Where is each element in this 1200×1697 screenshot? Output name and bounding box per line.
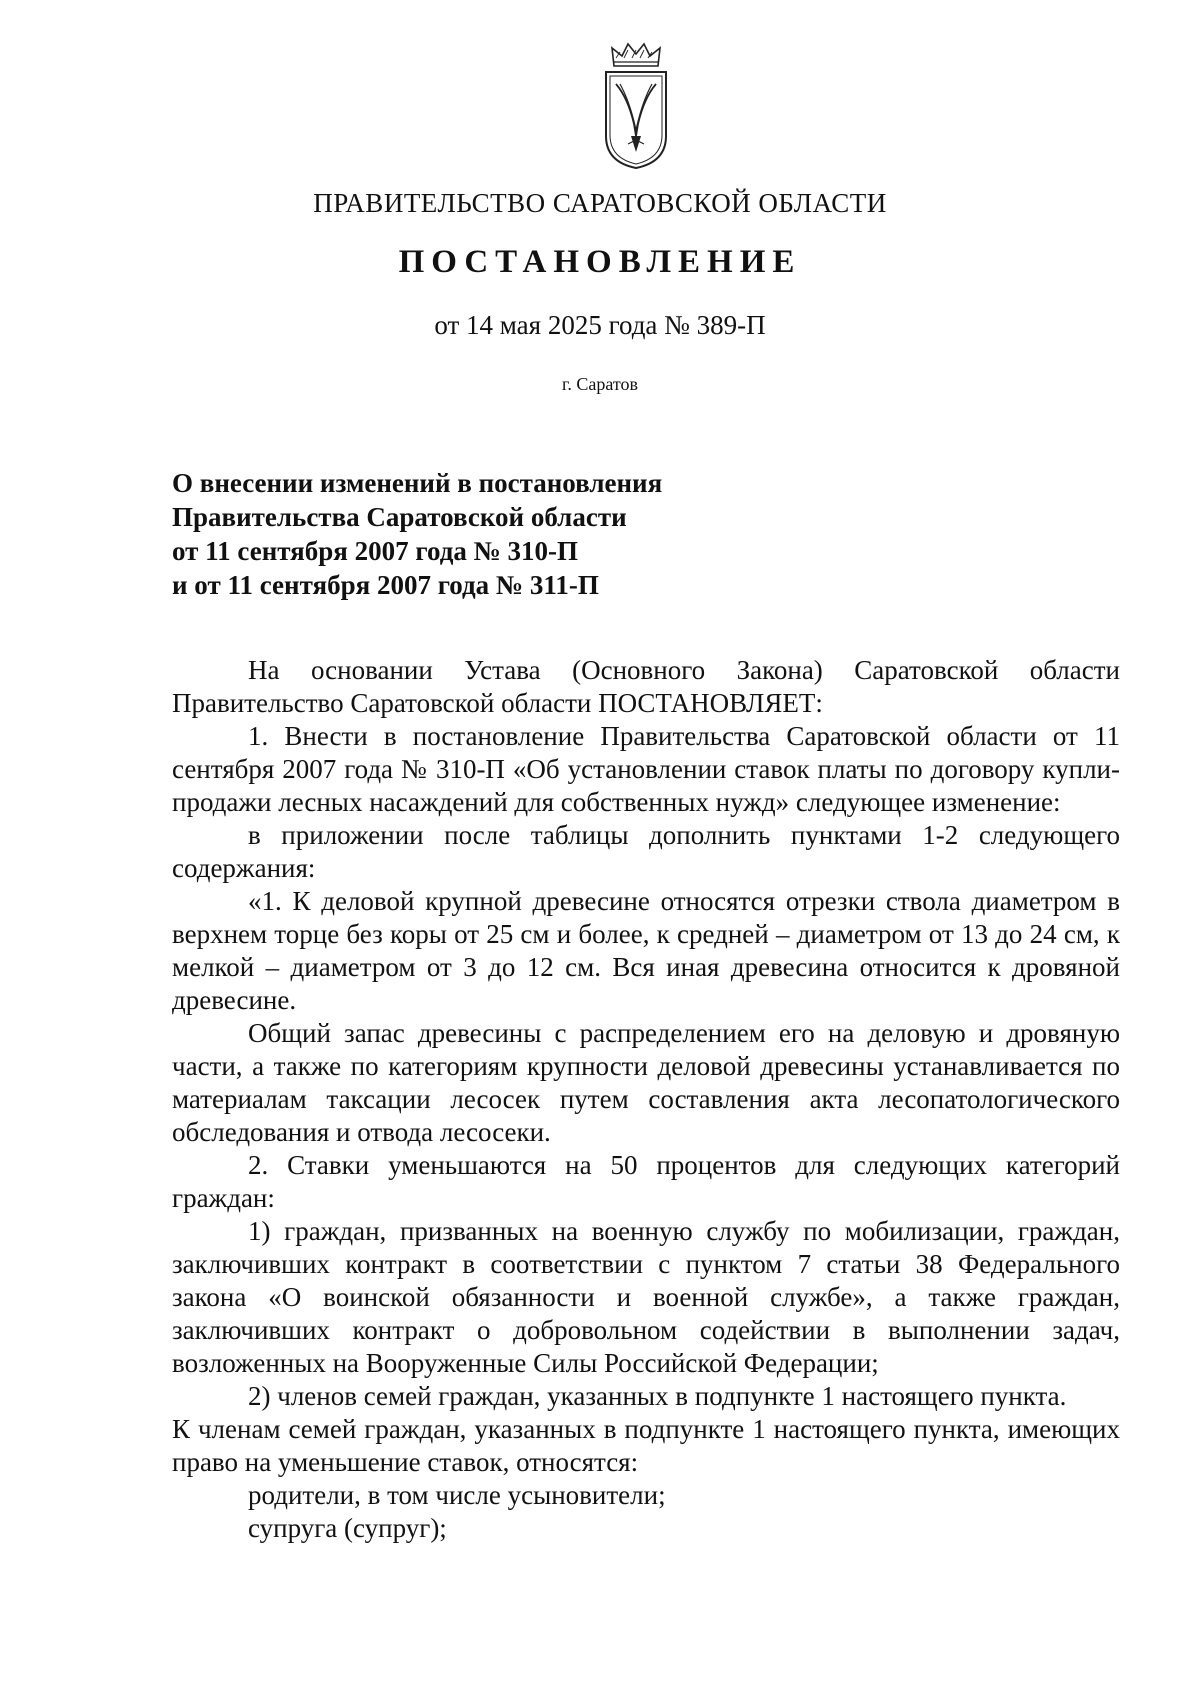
subject-line: Правительства Саратовской области (172, 502, 627, 532)
document-subject (172, 466, 662, 602)
document-city: г. Саратов (562, 374, 638, 394)
body-paragraph: родители, в том числе усыновители; (248, 1480, 666, 1510)
subject-line: от 11 сентября 2007 года № 310-П (172, 536, 579, 566)
body-paragraph: К членам семей граждан, указанных в подпункте 1 настоящего пункта, имеющих право на уменьшение ставок, относятся: (172, 1414, 1120, 1477)
subject-line: и от 11 сентября 2007 года № 311-П (172, 570, 599, 600)
body-paragraph: На основании Устава (Основного Закона) Саратовской области Правительство Саратовской области ПОСТАНОВЛЯЕТ: (172, 655, 1120, 718)
body-paragraph: 1. Внести в постановление Правительства Саратовской области от 11 сентября 2007 года № 310-П «Об установлении ставок платы по договору купли-продажи лесных насаждений для собственных нужд» следующее изменение: (172, 721, 1120, 817)
body-paragraph: 2) членов семей граждан, указанных в подпункте 1 настоящего пункта. (248, 1381, 1067, 1411)
body-paragraph: 2. Ставки уменьшаются на 50 процентов для следующих категорий граждан: (172, 1150, 1120, 1213)
body-paragraph: супруга (супруг); (248, 1513, 447, 1543)
subject-line: О внесении изменений в постановления (172, 468, 663, 498)
document-date-number: от 14 мая 2025 года № 389-П (434, 310, 766, 340)
coat-of-arms-icon (598, 40, 674, 172)
body-paragraph: «1. К деловой крупной древесине относятся отрезки ствола диаметром в верхнем торце без коры от 25 см и более, к средней – диаметром от 13 до 24 см, к мелкой – диаметром от 3 до 12 см. Вся иная древесина относится к дровяной древесине. (172, 886, 1120, 1015)
document-body (172, 654, 1120, 1545)
document-type: ПОСТАНОВЛЕНИЕ (398, 244, 802, 280)
body-paragraph: 1) граждан, призванных на военную службу по мобилизации, граждан, заключивших контракт в соответствии с пунктом 7 статьи 38 Федерального закона «О воинской обязанности и военной службе», а также граждан, заключивших контракт о добровольном содействии в выполнении задач, возложенных на Вооруженные Силы Российской Федерации; (172, 1216, 1120, 1378)
body-paragraph: в приложении после таблицы дополнить пунктами 1-2 следующего содержания: (172, 820, 1120, 883)
government-name: ПРАВИТЕЛЬСТВО САРАТОВСКОЙ ОБЛАСТИ (313, 188, 887, 218)
body-paragraph: Общий запас древесины с распределением его на деловую и дровяную части, а также по категориям крупности деловой древесины устанавливается по материалам таксации лесосек путем составления акта лесопатологического обследования и отвода лесосеки. (172, 1018, 1120, 1147)
